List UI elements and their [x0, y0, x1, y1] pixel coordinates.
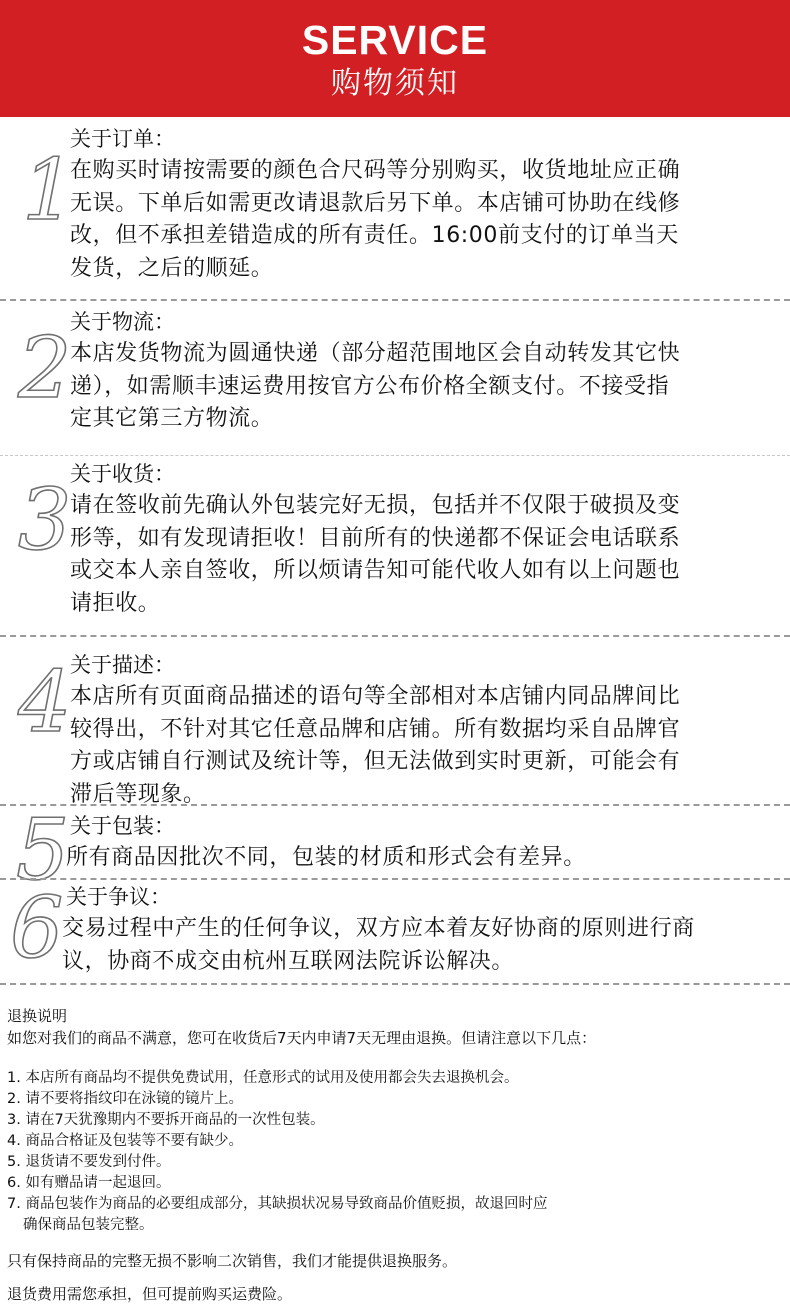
- list-item: 确保商品包装完整。: [23, 1217, 154, 1233]
- dashed-divider: [0, 983, 790, 985]
- section-number: 6: [10, 879, 64, 977]
- returns-note: 只有保持商品的完整无损不影响二次销售，我们才能提供退换服务。: [7, 1252, 458, 1270]
- section-line: 请拒收。: [70, 590, 161, 616]
- dashed-divider: [0, 455, 790, 456]
- section-title: 关于争议：: [66, 885, 171, 909]
- dashed-divider: [0, 804, 790, 806]
- section-title: 关于收货：: [70, 462, 175, 486]
- section-title: 关于订单：: [70, 127, 175, 151]
- section-number: 1: [22, 141, 76, 239]
- list-item: 4. 商品合格证及包装等不要有缺少。: [7, 1133, 243, 1149]
- section-body: [70, 338, 770, 436]
- list-item: 6. 如有赠品请一起退回。: [7, 1175, 171, 1191]
- section-number: 3: [18, 471, 72, 569]
- section-line: 交易过程中产生的任何争议，双方应本着友好协商的原则进行商: [62, 916, 695, 941]
- section-number: 2: [18, 319, 72, 417]
- returns-intro: 如您对我们的商品不满意，您可在收货后7天内申请7天无理由退换。但请注意以下几点：: [7, 1029, 597, 1047]
- section-body: [70, 155, 770, 285]
- section-line: 较得出，不针对其它任意品牌和店铺。所有数据均采自品牌官: [70, 716, 681, 742]
- header-title-cn: 购物须知: [331, 66, 459, 101]
- section-line: 递），如需顺丰速运费用按官方公布价格全额支付。不接受指: [70, 373, 670, 399]
- section-title: 关于物流：: [70, 310, 175, 334]
- list-item: 2. 请不要将指纹印在泳镜的镜片上。: [7, 1091, 243, 1107]
- service-header: [0, 0, 790, 117]
- returns-notes: [7, 1006, 787, 1303]
- section-line: 本店发货物流为圆通快递（部分超范围地区会自动转发其它快: [70, 341, 681, 366]
- header-title-en: SERVICE: [301, 17, 489, 63]
- dashed-divider: [0, 878, 790, 880]
- section-title: 关于描述：: [70, 653, 175, 677]
- section-line: 发货，之后的顺延。: [70, 255, 274, 281]
- list-item: 5. 退货请不要发到付件。: [7, 1154, 171, 1170]
- section-line: 议，协商不成交由杭州互联网法院诉讼解决。: [62, 948, 515, 974]
- returns-heading: 退换说明: [7, 1007, 68, 1025]
- list-item: 7. 商品包装作为商品的必要组成部分，其缺损状况易导致商品价值贬损，故退回时应: [7, 1196, 548, 1212]
- section-line: 定其它第三方物流。: [70, 406, 274, 431]
- section-body: [70, 681, 780, 811]
- returns-note: 退货费用需您承担，但可提前购买运费险。: [7, 1285, 293, 1303]
- section-body: [66, 842, 776, 875]
- list-item: 3. 请在7天犹豫期内不要拆开商品的一次性包装。: [7, 1112, 325, 1128]
- section-line: 或交本人亲自签收，所以烦请告知可能代收人如有以上问题也: [70, 558, 681, 583]
- section-line: 滞后等现象。: [70, 781, 206, 807]
- section-line: 无误。下单后如需更改请退款后另下单。本店铺可协助在线修: [70, 190, 681, 216]
- section-line: 改，但不承担差错造成的所有责任。16:00前支付的订单当天: [70, 223, 679, 248]
- list-item: 1. 本店所有商品均不提供免费试用，任意形式的试用及使用都会失去退换机会。: [7, 1070, 519, 1086]
- dashed-divider: [0, 299, 790, 301]
- section-title: 关于包装：: [70, 814, 175, 838]
- section-line: 在购买时请按需要的颜色合尺码等分别购买，收货地址应正确: [70, 158, 681, 183]
- section-body: [62, 913, 782, 978]
- section-body: [70, 490, 780, 620]
- section-number: 5: [16, 801, 70, 899]
- section-number: 4: [18, 653, 72, 751]
- section-line: 所有商品因批次不同，包装的材质和形式会有差异。: [66, 845, 586, 870]
- dashed-divider: [0, 635, 790, 637]
- section-line: 形等，如有发现请拒收！目前所有的快递都不保证会电话联系: [70, 525, 681, 551]
- section-line: 请在签收前先确认外包装完好无损，包括并不仅限于破损及变: [70, 493, 681, 518]
- section-line: 本店所有页面商品描述的语句等全部相对本店铺内同品牌间比: [70, 684, 681, 709]
- returns-list: [7, 1068, 787, 1236]
- section-line: 方或店铺自行测试及统计等，但无法做到实时更新，可能会有: [70, 749, 681, 774]
